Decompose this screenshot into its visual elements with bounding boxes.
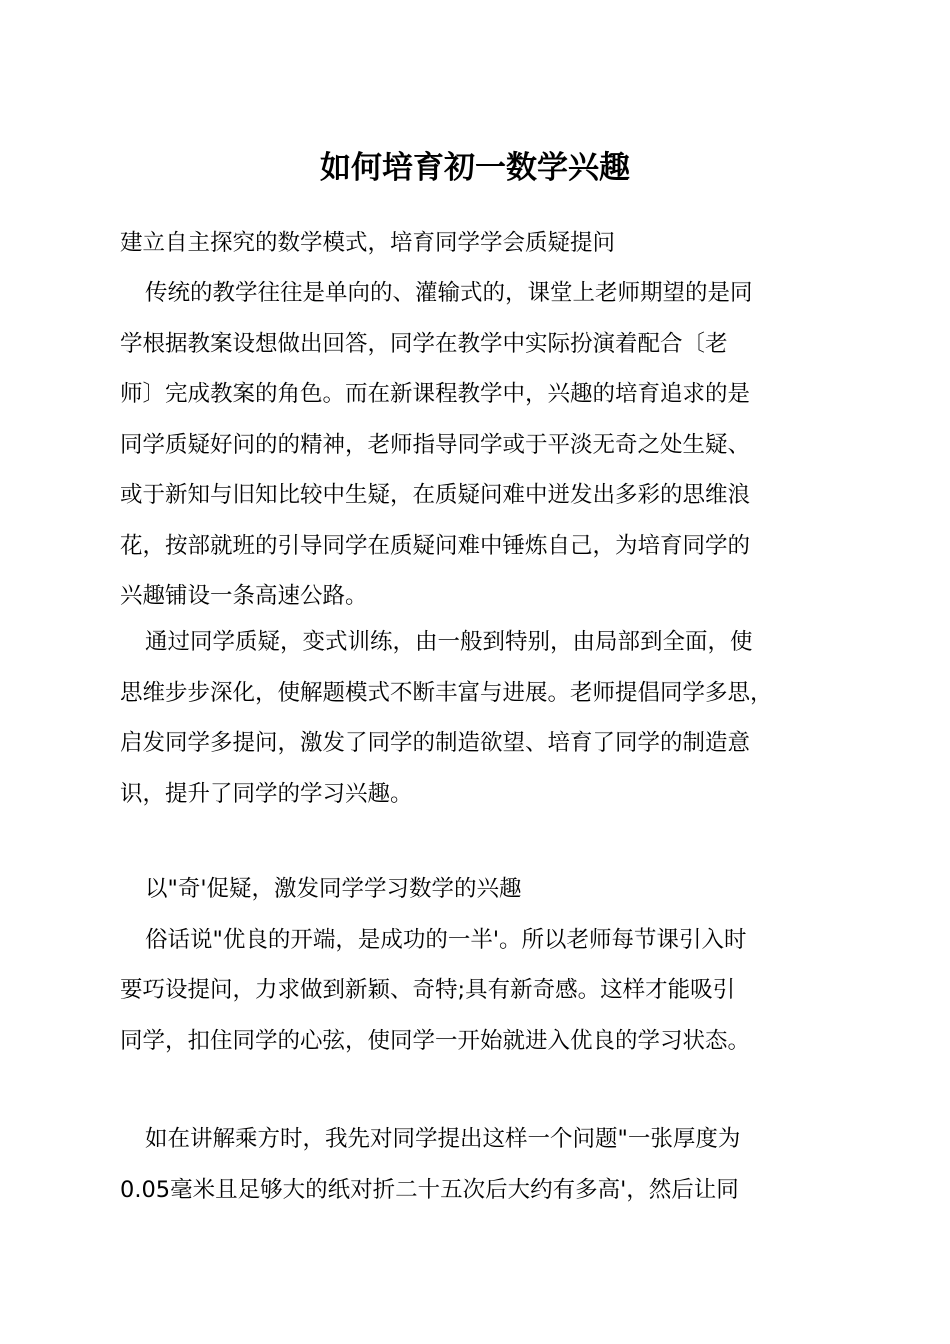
paragraph-line: 要巧设提问，力求做到新颖、奇特;具有新奇感。这样才能吸引 — [120, 977, 736, 1003]
paragraph-line: 学根据教案设想做出回答，同学在教学中实际扮演着配合〔老 — [120, 330, 728, 357]
paragraph-line: 俗话说"优良的开端，是成功的一半'。所以老师每节课引入时 — [145, 926, 747, 953]
paragraph-line: 如在讲解乘方时，我先对同学提出这样一个问题"一张厚度为 — [145, 1126, 741, 1152]
paragraph-line: 传统的教学往往是单向的、灌输式的，课堂上老师期望的是同 — [145, 280, 753, 306]
paragraph-line: 思维步步深化，使解题模式不断丰富与进展。老师提倡同学多思， — [120, 679, 773, 706]
section-heading-text: 建立自主探究的数学模式，培育同学学会质疑提问 — [120, 230, 616, 256]
paragraph-line: 通过同学质疑，变式训练，由一般到特别，由局部到全面，使 — [145, 629, 753, 655]
paragraph-line: 启发同学多提问，激发了同学的制造欲望、培育了同学的制造意 — [120, 730, 751, 756]
section-heading-2: 以"奇'促疑，激发同学学习数学的兴趣 — [145, 876, 522, 902]
section-2 — [120, 864, 840, 1066]
paragraph-1 — [120, 268, 840, 622]
paragraph-line: 同学质疑好问的的精神，老师指导同学或于平淡无奇之处生疑、 — [120, 431, 751, 458]
paragraph-line: 识，提升了同学的学习兴趣。 — [120, 780, 413, 807]
paragraph-line: 花，按部就班的引导同学在质疑问难中锤炼自己，为培育同学的 — [120, 532, 751, 559]
paragraph-line: 师〕完成教案的角色。而在新课程教学中，兴趣的培育追求的是 — [120, 381, 751, 407]
paragraph-line: 0.05毫米且足够大的纸对折二十五次后大约有多高'，然后让同 — [120, 1176, 739, 1203]
document-title: 如何培育初一数学兴趣 — [320, 150, 630, 186]
paragraph-line: 或于新知与旧知比较中生疑，在质疑问难中迸发出多彩的思维浪 — [120, 482, 751, 508]
paragraph-line: 兴趣铺设一条高速公路。 — [120, 583, 368, 609]
paragraph-2 — [120, 617, 840, 819]
section-heading-1 — [120, 218, 840, 269]
paragraph-line: 同学，扣住同学的心弦，使同学一开始就进入优良的学习状态。 — [120, 1027, 751, 1054]
paragraph-4 — [120, 1114, 840, 1215]
